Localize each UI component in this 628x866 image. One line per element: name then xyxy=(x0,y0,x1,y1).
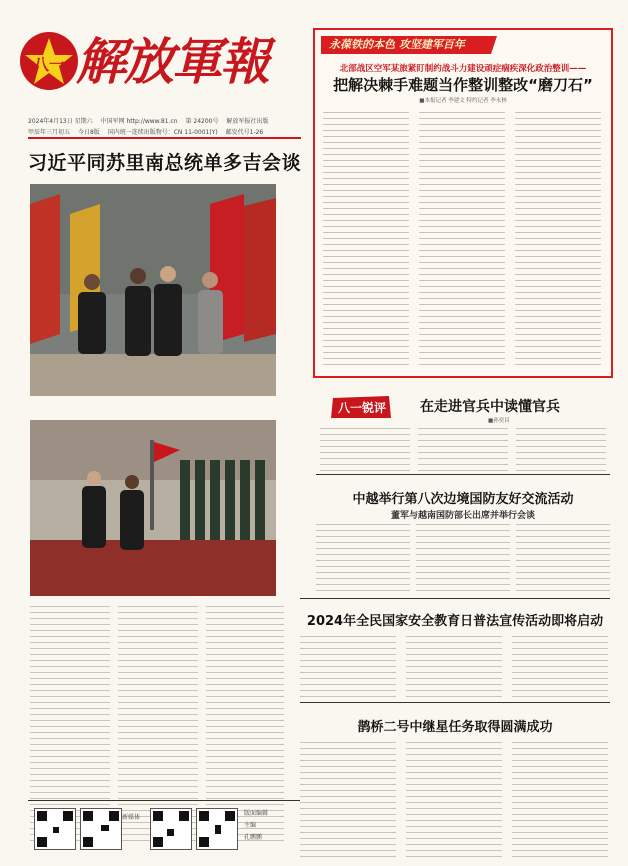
story-2-text-col-3 xyxy=(512,636,608,702)
story-3-text-col-3 xyxy=(512,742,608,862)
masthead-rule xyxy=(28,137,301,139)
masthead-info-row-1 xyxy=(28,116,274,125)
story-1-headline[interactable]: 中越举行第八次边境国防友好交流活动 xyxy=(352,492,574,507)
masthead-info-row-2 xyxy=(28,127,269,136)
footer-chief-editor: 主编 xyxy=(244,822,257,829)
story-2-text-col-2 xyxy=(406,636,502,702)
qr-code-icon[interactable] xyxy=(196,808,238,850)
lead-photo-honor-guard xyxy=(30,420,276,596)
page-count: 今日8版 xyxy=(77,129,100,136)
footer-editor-name: 孔鹏鹏 xyxy=(244,834,263,841)
story-1-text-col-2 xyxy=(416,524,510,596)
feature-text-col-2 xyxy=(419,112,505,370)
issn: 国内统一连续出版物号：CN 11-0001(Y) xyxy=(107,129,218,136)
footer-new-media-label: 新媒体 xyxy=(121,814,140,821)
date-line: 2024年4月13日 星期六 xyxy=(28,118,93,125)
divider xyxy=(300,598,610,599)
story-1-subheadline: 董军与越南国防部长出席并举行会谈 xyxy=(390,511,535,521)
story-3-text-col-2 xyxy=(406,742,502,862)
masthead-title: 解放軍報 xyxy=(76,32,268,91)
masthead xyxy=(18,22,303,120)
qr-code-icon[interactable] xyxy=(80,808,122,850)
story-1-text-col-3 xyxy=(516,524,610,596)
issue-number: 第 24200号 xyxy=(185,118,219,125)
army-star-icon xyxy=(18,30,80,92)
site-link[interactable]: 中国军网 http://www.81.cn xyxy=(100,118,178,125)
feature-kicker: 北部战区空军某旅紧盯制约战斗力建设顽症痼疾深化政治整训—— xyxy=(339,64,587,74)
divider xyxy=(316,474,610,475)
story-3-headline[interactable]: 鹊桥二号中继星任务取得圆满成功 xyxy=(357,720,553,735)
lead-photo-leaders xyxy=(30,184,276,396)
sponsor: 解放军报社出版 xyxy=(226,118,269,125)
lunar-date: 甲辰年三月初五 xyxy=(28,129,71,136)
qr-code-icon[interactable] xyxy=(34,808,76,850)
column-tag-label: 八一锐评 xyxy=(338,401,387,415)
column-text-col-1 xyxy=(320,428,410,476)
divider xyxy=(300,702,610,703)
qr-code-icon[interactable] xyxy=(150,808,192,850)
column-headline[interactable]: 在走进官兵中读懂官兵 xyxy=(420,399,560,415)
feature-story xyxy=(313,28,613,378)
svg-text:八一: 八一 xyxy=(32,55,66,74)
lead-headline[interactable]: 习近平同苏里南总统单多吉会谈 xyxy=(28,152,302,174)
story-2-text-col-1 xyxy=(300,636,396,702)
footer-editor-heading: 版面编辑 xyxy=(244,810,269,817)
story-1-text-col-1 xyxy=(316,524,410,596)
feature-headline[interactable]: 把解决棘手难题当作整训整改“磨刀石” xyxy=(333,76,593,94)
footer-rule xyxy=(28,800,300,801)
lead-photo-caption xyxy=(276,186,296,392)
column-text-col-2 xyxy=(418,428,508,476)
feature-byline: ■本报记者 李建文 特约记者 李永林 xyxy=(419,98,507,104)
column-text-col-3 xyxy=(516,428,606,476)
story-3-text-col-1 xyxy=(300,742,396,862)
mail-code: 邮发代号1-26 xyxy=(225,129,264,136)
story-2-headline[interactable]: 2024年全民国家安全教育日普法宣传活动即将启动 xyxy=(306,614,604,629)
column-byline: ■孙奕昌 xyxy=(488,418,510,424)
feature-text-col-3 xyxy=(515,112,601,370)
feature-banner-text: 永葆铁的本色 攻坚建军百年 xyxy=(329,38,465,51)
feature-text-col-1 xyxy=(323,112,409,370)
